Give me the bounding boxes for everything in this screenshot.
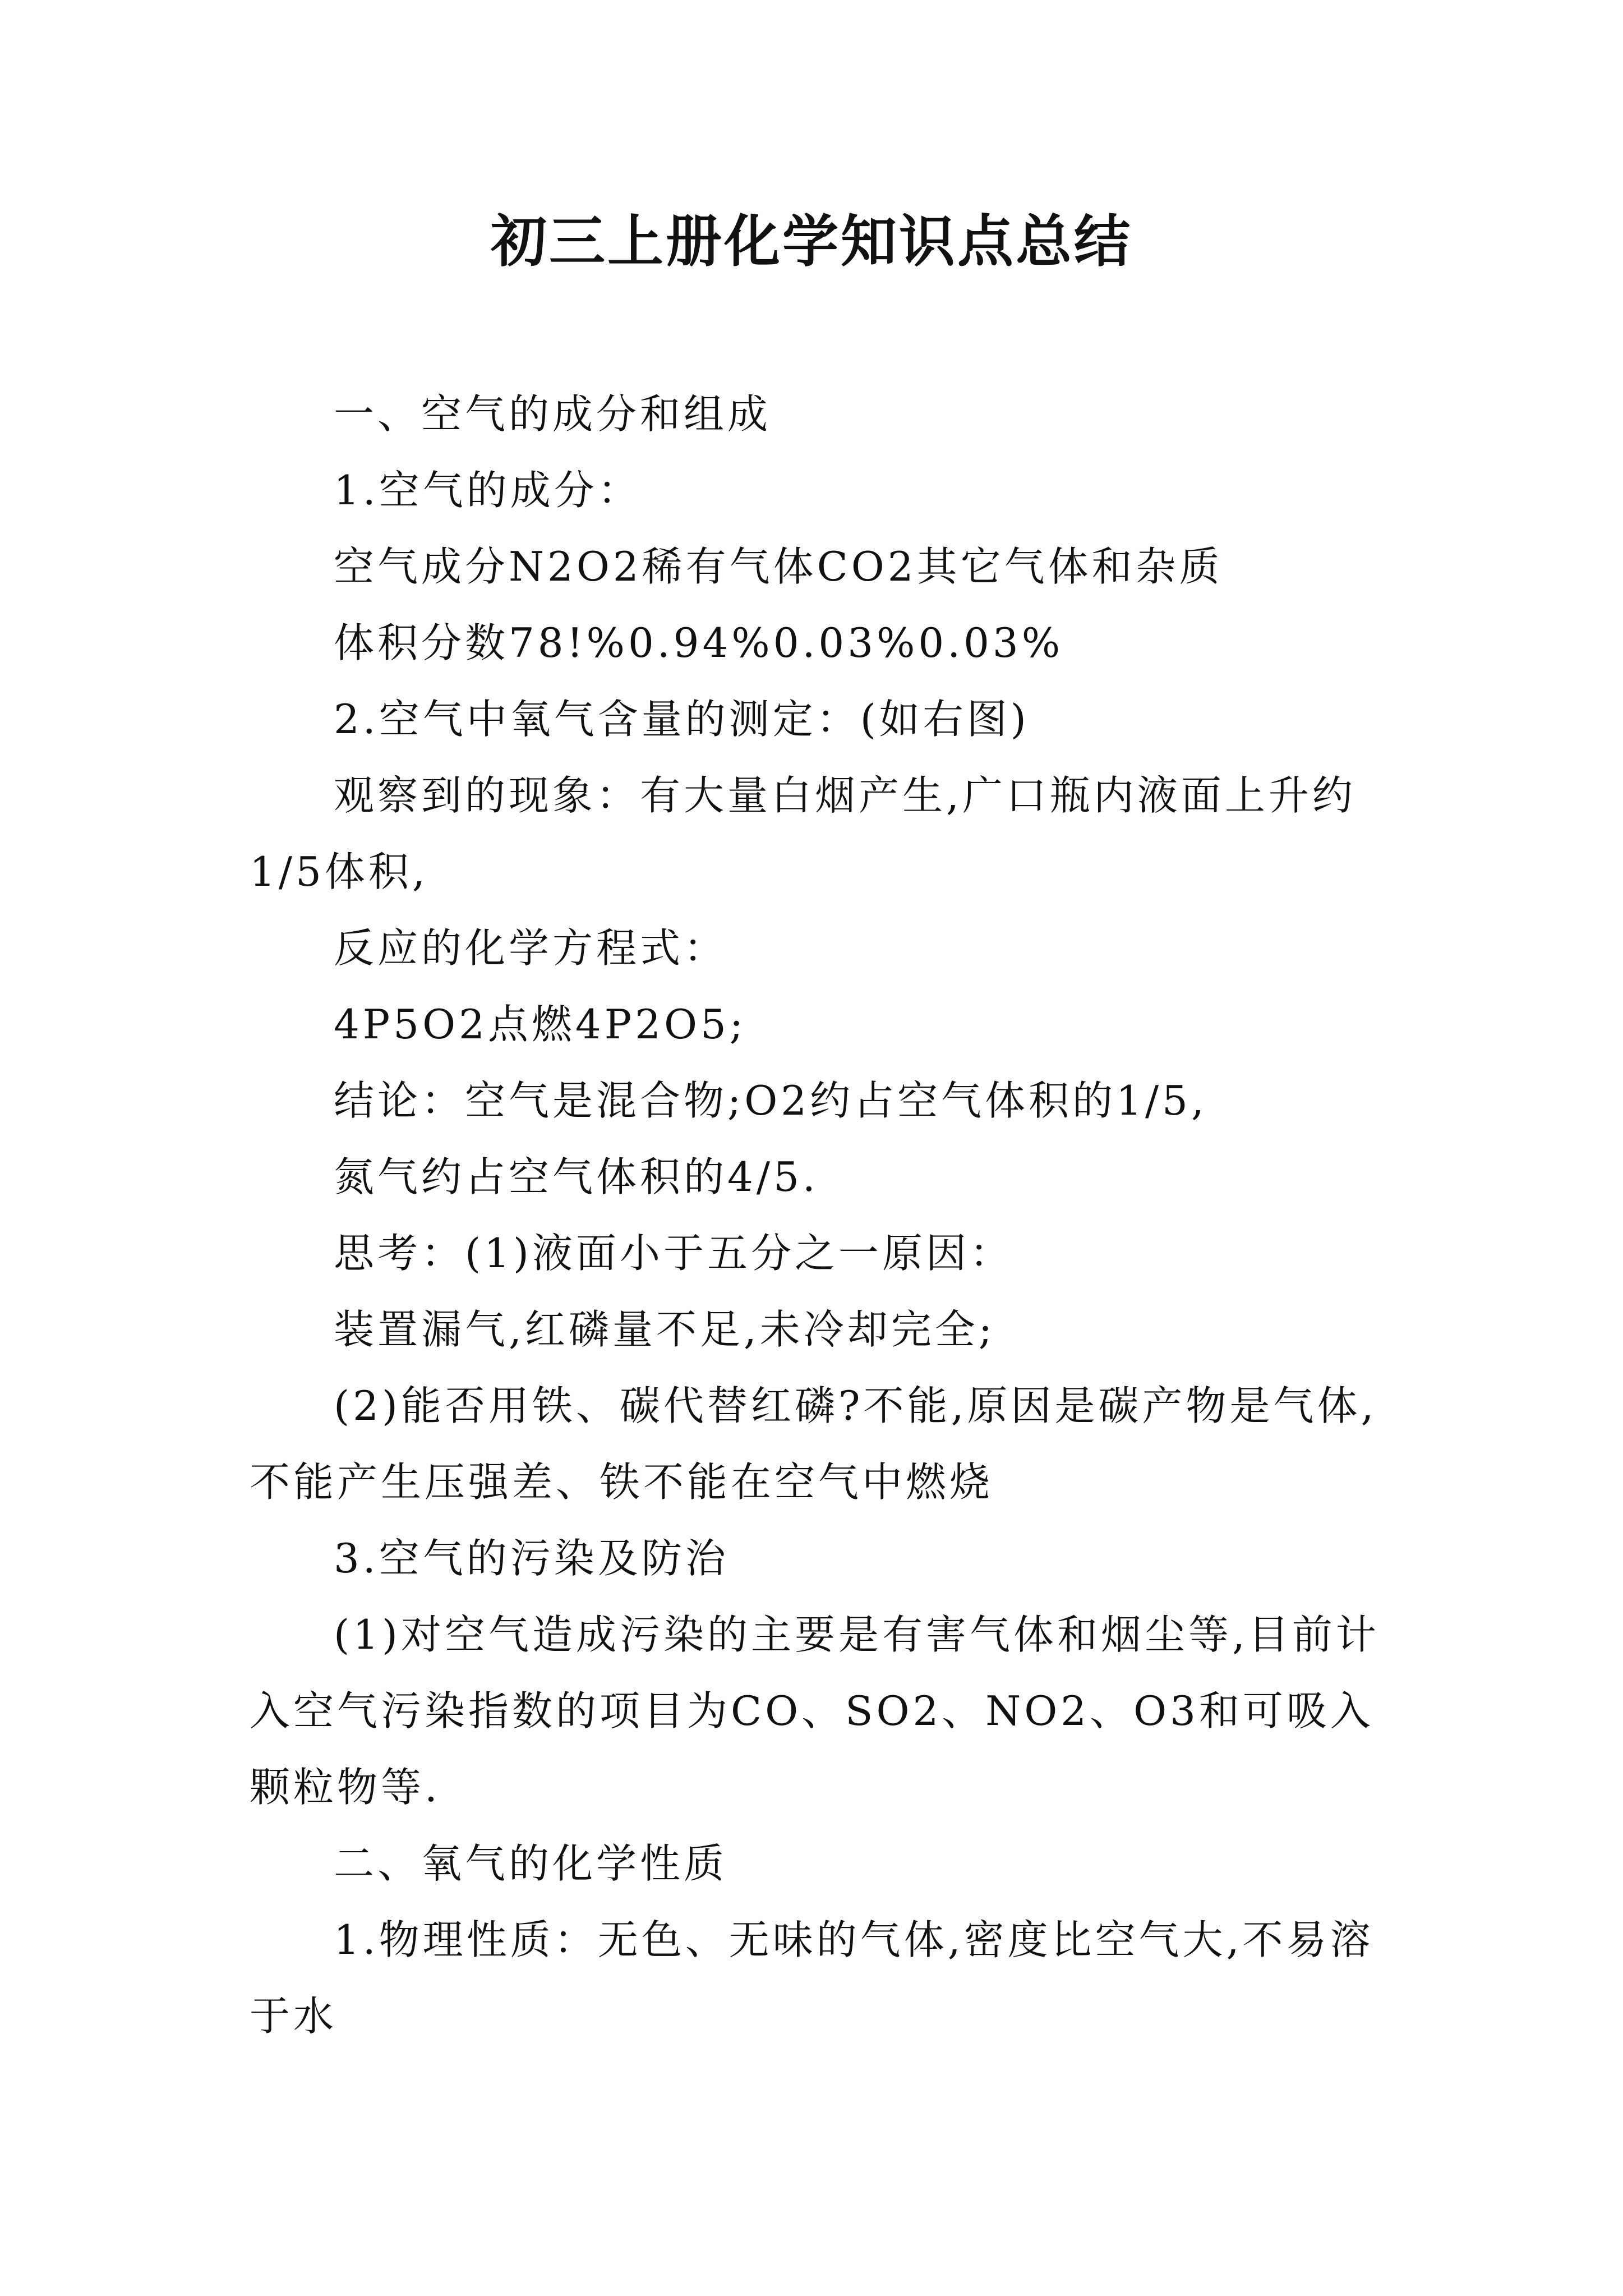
paragraph-observed-phenomenon: 观察到的现象：有大量白烟产生,广口瓶内液面上升约1/5体积,	[250, 772, 1356, 895]
paragraph-reasons: 装置漏气,红磷量不足,未冷却完全;	[334, 1306, 996, 1353]
paragraph-volume-fractions: 体积分数78!%0.94%0.03%0.03%	[334, 619, 1064, 666]
paragraph-section-2-heading: 二、氧气的化学性质	[334, 1840, 728, 1887]
paragraph-nitrogen-fraction: 氮气约占空气体积的4/5.	[334, 1153, 819, 1200]
document-title: 初三上册化学知识点总结	[491, 208, 1132, 274]
paragraph-equation-heading: 反应的化学方程式：	[334, 924, 728, 972]
paragraph-physical-properties: 1.物理性质：无色、无味的气体,密度比空气大,不易溶于水	[250, 1916, 1374, 2040]
paragraph-pollution-heading: 3.空气的污染及防治	[334, 1535, 729, 1582]
paragraph-air-components-heading: 1.空气的成分：	[334, 467, 642, 514]
paragraph-equation: 4P5O2点燃4P2O5;	[334, 1001, 747, 1048]
paragraph-air-components-list: 空气成分N2O2稀有气体CO2其它气体和杂质	[334, 543, 1223, 590]
document-body	[250, 376, 1388, 2054]
paragraph-pollution-detail: (1)对空气造成污染的主要是有害气体和烟尘等,目前计入空气污染指数的项目为CO、SO2、NO2、O3和可吸入颗粒物等.	[250, 1611, 1380, 1811]
paragraph-thinking-1: 思考：(1)液面小于五分之一原因：	[334, 1230, 1013, 1277]
paragraph-oxygen-measurement-heading: 2.空气中氧气含量的测定：(如右图)	[334, 696, 1030, 743]
paragraph-section-1-heading: 一、空气的成分和组成	[334, 390, 772, 438]
paragraph-conclusion: 结论：空气是混合物;O2约占空气体积的1/5,	[334, 1077, 1207, 1124]
paragraph-thinking-2: (2)能否用铁、碳代替红磷?不能,原因是碳产物是气体,不能产生压强差、铁不能在空气中燃烧	[250, 1382, 1377, 1506]
